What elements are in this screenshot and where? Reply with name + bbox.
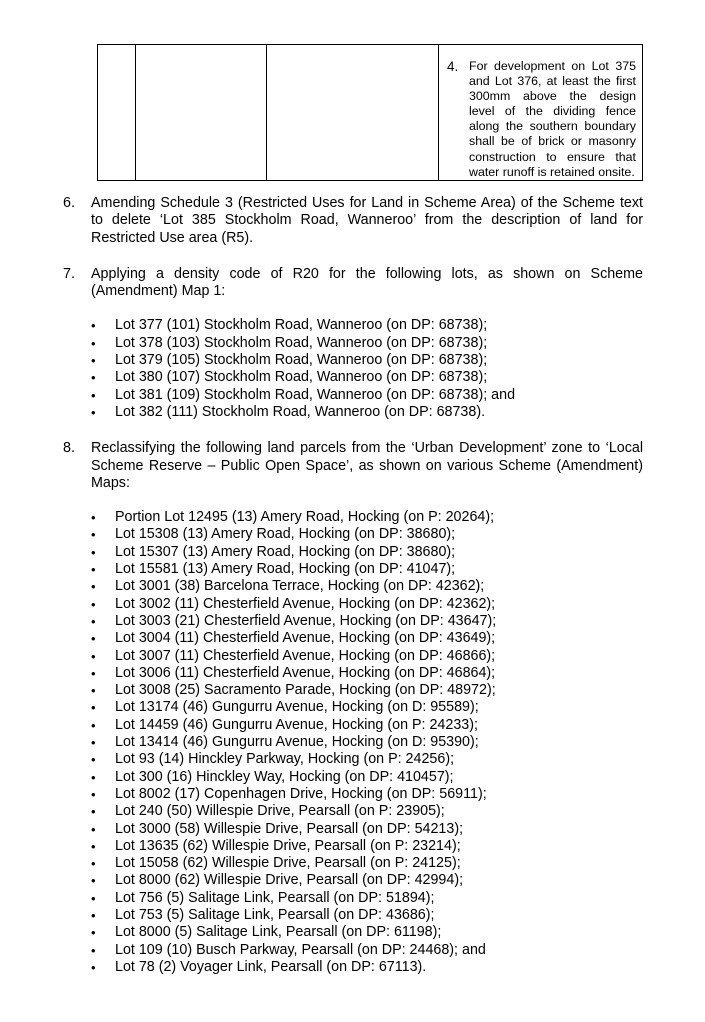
bullet-icon: • (91, 890, 96, 906)
amendment-item (63, 195, 643, 247)
bullet-icon: • (91, 925, 96, 941)
bullet-icon: • (91, 335, 96, 351)
item-text: Reclassifying the following land parcels from the ‘Urban Development’ zone to ‘Local Scheme Reserve – Public Open Space’, as shown on various Scheme (Amendment) Maps: (91, 440, 643, 491)
list-item (91, 613, 643, 630)
list-item (91, 387, 643, 404)
list-item (91, 526, 643, 543)
lot-list (91, 317, 643, 421)
list-item (91, 561, 643, 578)
list-item (91, 317, 643, 334)
table-cell-empty (267, 45, 439, 181)
bullet-icon: • (91, 942, 96, 958)
list-item (91, 907, 643, 924)
bullet-icon: • (91, 544, 96, 560)
bullet-icon: • (91, 353, 96, 369)
list-item-text: Lot 3008 (25) Sacramento Parade, Hocking (on DP: 48972); (115, 682, 496, 699)
list-item (91, 630, 643, 647)
list-item (91, 751, 643, 768)
list-item (91, 544, 643, 561)
bullet-icon: • (91, 404, 96, 420)
bullet-icon: • (91, 717, 96, 733)
list-item-text: Lot 109 (10) Busch Parkway, Pearsall (on DP: 24468); and (115, 941, 486, 958)
list-item-text: Lot 381 (109) Stockholm Road, Wanneroo (on DP: 68738); and (115, 386, 516, 403)
bullet-icon: • (91, 821, 96, 837)
list-item-text: Lot 8000 (5) Salitage Link, Pearsall (on DP: 61198); (115, 924, 442, 941)
list-item-text: Lot 380 (107) Stockholm Road, Wanneroo (on DP: 68738); (115, 369, 488, 386)
list-item (91, 682, 643, 699)
list-item-text: Lot 8000 (62) Willespie Drive, Pearsall (on DP: 42994); (115, 872, 464, 889)
list-item-text: Lot 15058 (62) Willespie Drive, Pearsall (on P: 24125); (115, 855, 461, 872)
note-number: 4. (447, 59, 459, 74)
bullet-icon: • (91, 769, 96, 785)
bullet-icon: • (91, 959, 96, 975)
bullet-icon: • (91, 873, 96, 889)
list-item (91, 665, 643, 682)
bullet-icon: • (91, 786, 96, 802)
schedule-table-row (97, 44, 643, 181)
list-item-text: Lot 15307 (13) Amery Road, Hocking (on DP: 38680); (115, 543, 456, 560)
list-item (91, 924, 643, 941)
table-cell-empty (98, 45, 136, 181)
note-text: For development on Lot 375 and Lot 376, at least the first 300mm above the design level of the dividing fence along the southern boundary shall be of brick or masonry construction to ensure that water runoff is retained onsite. (469, 59, 636, 179)
bullet-icon: • (91, 613, 96, 629)
bullet-icon: • (91, 510, 96, 526)
list-item (91, 578, 643, 595)
bullet-icon: • (91, 752, 96, 768)
list-item-text: Lot 93 (14) Hinckley Parkway, Hocking (on P: 24256); (115, 751, 455, 768)
list-item (91, 769, 643, 786)
item-body (91, 195, 643, 247)
bullet-icon: • (91, 370, 96, 386)
list-item (91, 855, 643, 872)
bullet-icon: • (91, 665, 96, 681)
bullet-icon: • (91, 907, 96, 923)
list-item-text: Portion Lot 12495 (13) Amery Road, Hocking (on P: 20264); (115, 509, 495, 526)
bullet-icon: • (91, 596, 96, 612)
list-item-text: Lot 15308 (13) Amery Road, Hocking (on DP: 38680); (115, 526, 456, 543)
table-row (98, 45, 643, 181)
item-number: 8. (63, 440, 75, 457)
amendment-item (63, 266, 643, 421)
list-item-text: Lot 3001 (38) Barcelona Terrace, Hocking (on DP: 42362); (115, 578, 485, 595)
list-item-text: Lot 3004 (11) Chesterfield Avenue, Hocking (on DP: 43649); (115, 630, 496, 647)
list-item-text: Lot 78 (2) Voyager Link, Pearsall (on DP: 67113). (115, 958, 427, 975)
list-item (91, 942, 643, 959)
bullet-icon: • (91, 735, 96, 751)
list-item-text: Lot 756 (5) Salitage Link, Pearsall (on DP: 51894); (115, 889, 435, 906)
list-item (91, 717, 643, 734)
bullet-icon: • (91, 631, 96, 647)
bullet-icon: • (91, 856, 96, 872)
table-cell-note (439, 45, 643, 181)
list-item-text: Lot 382 (111) Stockholm Road, Wanneroo (on DP: 68738). (115, 403, 486, 420)
list-item-text: Lot 13635 (62) Willespie Drive, Pearsall (on P: 23214); (115, 837, 461, 854)
item-body (91, 266, 643, 421)
list-item-text: Lot 15581 (13) Amery Road, Hocking (on DP: 41047); (115, 561, 456, 578)
amendment-item (63, 440, 643, 976)
bullet-icon: • (91, 318, 96, 334)
list-item (91, 352, 643, 369)
list-item (91, 648, 643, 665)
list-item-text: Lot 3006 (11) Chesterfield Avenue, Hocking (on DP: 46864); (115, 664, 496, 681)
list-item-text: Lot 3002 (11) Chesterfield Avenue, Hocking (on DP: 42362); (115, 595, 496, 612)
item-text: Applying a density code of R20 for the following lots, as shown on Scheme (Amendment) Map 1: (91, 265, 643, 300)
bullet-icon: • (91, 804, 96, 820)
list-item-text: Lot 377 (101) Stockholm Road, Wanneroo (on DP: 68738); (115, 317, 488, 334)
list-item-text: Lot 753 (5) Salitage Link, Pearsall (on DP: 43686); (115, 906, 435, 923)
list-item-text: Lot 13174 (46) Gungurru Avenue, Hocking (on D: 95589); (115, 699, 479, 716)
list-item (91, 872, 643, 889)
list-item (91, 404, 643, 421)
list-item (91, 821, 643, 838)
list-item (91, 959, 643, 976)
lot-list (91, 509, 643, 976)
list-item (91, 803, 643, 820)
list-item (91, 838, 643, 855)
bullet-icon: • (91, 683, 96, 699)
list-item (91, 786, 643, 803)
list-item-text: Lot 379 (105) Stockholm Road, Wanneroo (on DP: 68738); (115, 352, 488, 369)
table-cell-empty (136, 45, 267, 181)
item-number: 6. (63, 195, 75, 211)
list-item (91, 734, 643, 751)
item-number: 7. (63, 265, 75, 282)
list-item-text: Lot 13414 (46) Gungurru Avenue, Hocking (on D: 95390); (115, 734, 479, 751)
list-item-text: Lot 14459 (46) Gungurru Avenue, Hocking (on P: 24233); (115, 716, 478, 733)
list-item (91, 369, 643, 386)
bullet-icon: • (91, 527, 96, 543)
list-item (91, 509, 643, 526)
list-item-text: Lot 300 (16) Hinckley Way, Hocking (on DP: 410457); (115, 768, 454, 785)
amendment-items-list (63, 195, 643, 995)
item-body (91, 440, 643, 976)
item-text: Amending Schedule 3 (Restricted Uses for Land in Scheme Area) of the Scheme text to delete ‘Lot 385 Stockholm Road, Wanneroo’ from the description of land for Restricted Use area (R5). (91, 195, 643, 246)
list-item-text: Lot 8002 (17) Copenhagen Drive, Hocking (on DP: 56911); (115, 785, 487, 802)
bullet-icon: • (91, 579, 96, 595)
list-item (91, 335, 643, 352)
bullet-icon: • (91, 648, 96, 664)
bullet-icon: • (91, 387, 96, 403)
bullet-icon: • (91, 838, 96, 854)
list-item (91, 699, 643, 716)
bullet-icon: • (91, 562, 96, 578)
list-item-text: Lot 240 (50) Willespie Drive, Pearsall (on P: 23905); (115, 803, 445, 820)
list-item-text: Lot 378 (103) Stockholm Road, Wanneroo (on DP: 68738); (115, 334, 488, 351)
list-item (91, 890, 643, 907)
list-item-text: Lot 3003 (21) Chesterfield Avenue, Hocking (on DP: 43647); (115, 612, 497, 629)
list-item-text: Lot 3007 (11) Chesterfield Avenue, Hocking (on DP: 46866); (115, 647, 496, 664)
list-item-text: Lot 3000 (58) Willespie Drive, Pearsall (on DP: 54213); (115, 820, 464, 837)
list-item (91, 596, 643, 613)
bullet-icon: • (91, 700, 96, 716)
